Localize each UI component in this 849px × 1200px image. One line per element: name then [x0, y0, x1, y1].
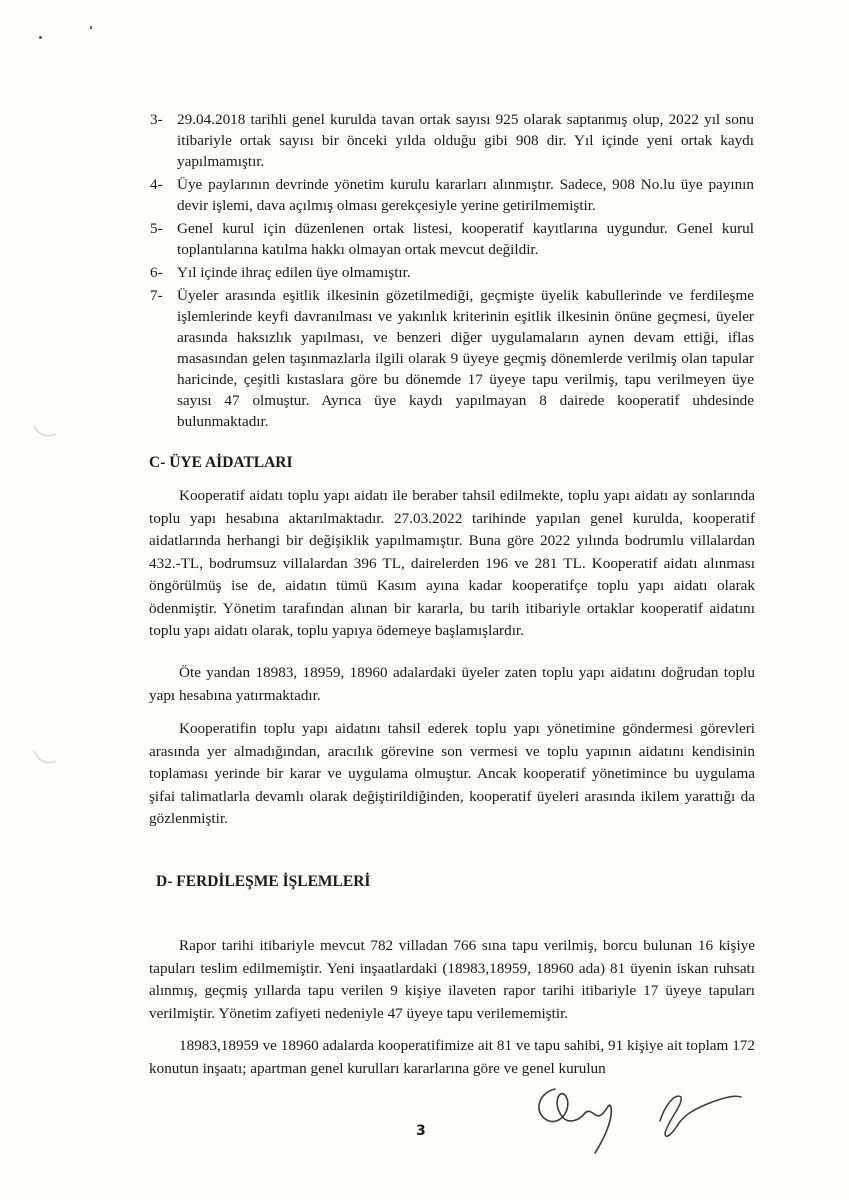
section-d-heading: D- FERDİLEŞME İŞLEMLERİ	[156, 873, 371, 890]
list-item: 4- Üye paylarının devrinde yönetim kurulu kararları alınmıştır. Sadece, 908 No.lu üye payının devir işlemi, dava açılmış olması gerekçesiyle yerine getirilmemiştir.	[150, 176, 754, 214]
section-d-paragraph-2: 18983,18959 ve 18960 adalarda kooperatifimize ait 81 ve tapu sahibi, 91 kişiye ait toplam 172 konutun inşaatı; apartman genel kurulları kararlarına göre ve genel kurulun	[149, 1037, 755, 1077]
list-item: 6- Yıl içinde ihraç edilen üye olmamıştır.	[150, 264, 411, 281]
scan-speck	[90, 26, 92, 29]
list-item: 5- Genel kurul için düzenlenen ortak listesi, kooperatif kayıtlarına uygundur. Genel kurul toplantılarına katılma hakkı olmayan ortak mevcut değildir.	[150, 220, 754, 258]
section-c-paragraph-3: Kooperatifin toplu yapı aidatını tahsil ederek toplu yapı yönetimine göndermesi görevleri arasında yer almadığından, aracılık görevine son vermesi ve toplu yapının aidatını kendisinin toplaması yerinde bir karar ve uygulama olmuştur. Ancak kooperatif yönetimince bu uygulama şifai talimatlarla devamlı olarak değiştirildiğinden, kooperatif üyeleri arasında ikilem yarattığı da gözlenmiştir.	[149, 720, 755, 827]
section-d-paragraph-1: Rapor tarihi itibariyle mevcut 782 villadan 766 sına tapu verilmiş, borcu bulunan 16 kişiye tapuları teslim edilmemiştir. Yeni inşaatlardaki (18983,18959, 18960 ada) 81 üyenin iskan ruhsatı alınmış, geçmiş yıllarda tapu verilen 9 kişiye ilaveten rapor tarihi itibariyle 17 üyeye tapuları verilmiştir. Yönetim zafiyeti nedeniyle 47 üyeye tapu verilememiştir.	[149, 937, 755, 1022]
section-c-paragraph-1: Kooperatif aidatı toplu yapı aidatı ile beraber tahsil edilmekte, toplu yapı aidatı ay sonlarında toplu yapı hesabına aktarılmaktadır. 27.03.2022 tarihinde yapılan genel kurulda, kooperatif aidatlarında herhangi bir değişiklik yapılmamıştır. Buna göre 2022 yılında bodrumlu villalardan 432.-TL, bodrumsuz villalardan 396 TL, dairelerden 196 ve 281 TL. Kooperatif aidatı alınması öngörülmüş ise de, aidatın tümü Kasım ayına kadar kooperatifçe toplu yapı aidatı olarak ödenmiştir. Yönetim tarafından alınan bir kararla, bu tarih itibariyle ortaklar kooperatif aidatını toplu yapı aidatı olarak, toplu yapıya ödemeye başlamışlardır.	[149, 487, 755, 639]
scan-speck	[39, 36, 42, 39]
hole-punch-mark	[30, 745, 60, 775]
page-number: 3	[416, 1123, 426, 1139]
section-c-paragraph-2: Öte yandan 18983, 18959, 18960 adalardaki üyeler zaten toplu yapı aidatını doğrudan toplu yapı hesabına yatırmaktadır.	[149, 664, 755, 704]
section-c-heading: C- ÜYE AİDATLARI	[149, 454, 293, 471]
list-item: 3- 29.04.2018 tarihli genel kurulda tavan ortak sayısı 925 olarak saptanmış olup, 2022 yıl sonu itibariyle ortak sayısı bir önceki yılda olduğu gibi 908 dir. Yıl içinde yeni ortak kaydı yapılmamıştır.	[150, 111, 754, 170]
numbered-findings-list	[150, 109, 754, 434]
list-item: 7- Üyeler arasında eşitlik ilkesinin gözetilmediği, geçmişte üyelik kabullerinde ve ferdileşme işlemlerinde keyfi davranılması ve yakınlık kriterinin eşitlik ilkesinin önüne geçmesi, üyeler arasında haksızlık yapılması, ve benzeri diğer uygulamaların aynen devam ettiği, iflas masasından gelen taşınmazlarla ilgili olarak 9 üyeye geçmiş dönemlerde verilmiş olan tapular haricinde, çeşitli kıstaslara göre bu dönemde 17 üyeye tapu verilmiş, tapu verilmeyen üye sayısı 47 olmuştur. Ayrıca üye kaydı yapılmayan 8 dairede kooperatif uhdesinde bulunmaktadır.	[150, 287, 754, 430]
hole-punch-mark	[30, 418, 60, 448]
signature	[515, 1075, 745, 1165]
